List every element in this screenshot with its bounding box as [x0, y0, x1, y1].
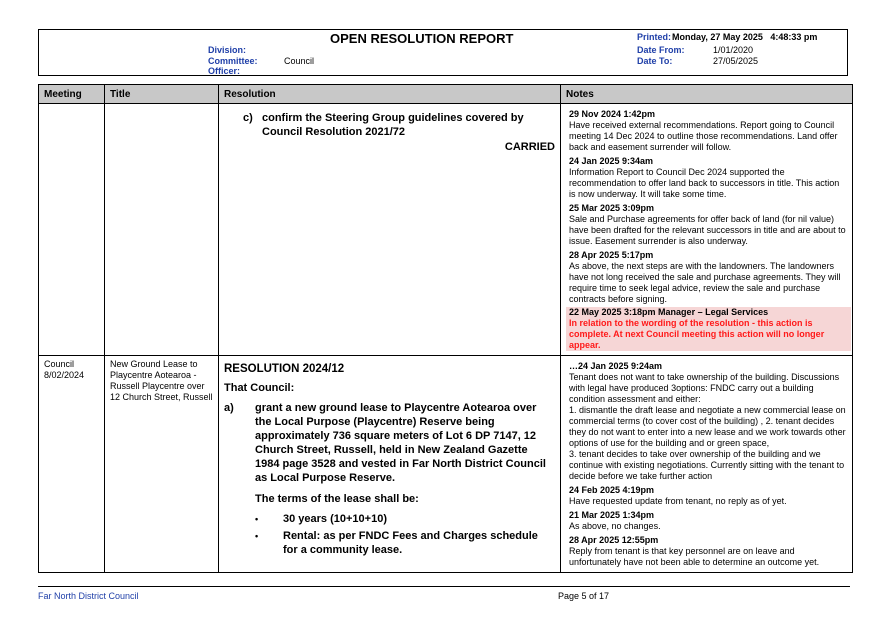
footer-divider	[38, 586, 850, 587]
note-text: 1. dismantle the draft lease and negotiate a new commercial lease on commercial terms (to cover cost of the building) , 2. tenant decides they do not want to enter into a new lease and we work towards other options of use for the building and or green space,	[569, 405, 846, 448]
committee-label: Committee:	[208, 56, 258, 66]
col-header-meeting: Meeting	[39, 85, 105, 104]
highlighted-note	[566, 307, 851, 351]
note-text: Reply from tenant is that key personnel are on leave and unfortunately have not been able to determine an outcome yet.	[569, 546, 820, 567]
note-timestamp: 24 Jan 2025 9:34am	[569, 156, 654, 166]
resolution-cell	[219, 104, 561, 356]
date-to-value: 27/05/2025	[713, 56, 759, 66]
note-timestamp: 24 Feb 2025 4:19pm	[569, 485, 655, 495]
carried-status: CARRIED	[504, 141, 555, 153]
report-title: OPEN RESOLUTION REPORT	[330, 31, 514, 46]
committee-value: Council	[284, 56, 315, 66]
col-header-notes: Notes	[561, 85, 853, 104]
note-text: Tenant does not want to take ownership of the building. Discussions with legal have produced 3options: FNDC carry out a building condition assessment and either:	[569, 372, 840, 404]
title-cell	[105, 104, 219, 356]
division-label: Division:	[208, 45, 247, 55]
resolution-item-marker: c)	[243, 112, 253, 124]
officer-label: Officer:	[208, 66, 241, 76]
note-text-alert: In relation to the wording of the resolution - this action is complete. At next Council meeting this action will no longer appear.	[569, 318, 825, 350]
col-header-resolution: Resolution	[219, 85, 561, 104]
note-text: Sale and Purchase agreements for offer back of land (for nil value) have been drafted for the relevant successors in title and are about to issue. Easement surrender is also underway.	[569, 214, 846, 246]
lease-terms-heading: The terms of the lease shall be:	[255, 493, 419, 505]
bullet: •	[255, 531, 259, 541]
title-value: New Ground Lease to Playcentre Aotearoa - Russell Playcentre over 12 Church Street, Russell	[110, 359, 213, 402]
notes-cell	[561, 356, 853, 573]
printed-label: Printed:	[637, 32, 672, 42]
list-item	[255, 512, 555, 526]
note-text: As above, no changes.	[569, 521, 661, 531]
meeting-cell	[39, 104, 105, 356]
resolution-item-text: grant a new ground lease to Playcentre Aotearoa over the Local Purpose (Playcentre) Reserve being approximately 736 square meters of Lot 6 DP 7147, 12 Church Street, Russell, held in New Zealand Gazette 1984 page 3528 and vested in Far North District Council as Local Purpose Reserve.	[255, 402, 546, 484]
resolutions-table	[38, 84, 853, 573]
date-to-label: Date To:	[637, 56, 673, 66]
resolution-item-text: confirm the Steering Group guidelines covered by Council Resolution 2021/72	[262, 112, 524, 138]
resolution-cell	[219, 356, 561, 573]
meeting-cell	[39, 356, 105, 573]
notes-cell	[561, 104, 853, 356]
list-item-text: 30 years (10+10+10)	[283, 513, 387, 525]
bullet: •	[255, 514, 259, 524]
table-header-row	[39, 85, 853, 104]
note-timestamp: 22 May 2025 3:18pm Manager – Legal Services	[569, 307, 769, 317]
table-row	[39, 356, 853, 573]
printed-value: Monday, 27 May 2025 4:48:33 pm	[672, 32, 818, 42]
title-cell	[105, 356, 219, 573]
col-header-title: Title	[105, 85, 219, 104]
note-timestamp: …24 Jan 2025 9:24am	[569, 361, 663, 371]
list-item	[255, 529, 555, 557]
note-text: Have received external recommendations. Report going to Council meeting 14 Dec 2024 to outline those recommendations. Land offer back and easement surrender will follow.	[569, 120, 838, 152]
resolution-item-marker: a)	[224, 402, 234, 414]
list-item-text: Rental: as per FNDC Fees and Charges schedule for a community lease.	[283, 530, 538, 556]
note-text: Information Report to Council Dec 2024 supported the recommendation to offer land back to successors in title. This action is now underway. It will take some time.	[569, 167, 840, 199]
date-from-value: 1/01/2020	[713, 45, 754, 55]
date-from-label: Date From:	[637, 45, 685, 55]
lease-terms-list	[255, 512, 555, 557]
table-row	[39, 104, 853, 356]
note-text: Have requested update from tenant, no reply as of yet.	[569, 496, 787, 506]
footer-page-number: Page 5 of 17	[558, 591, 610, 601]
footer-org: Far North District Council	[38, 591, 139, 601]
note-timestamp: 21 Mar 2025 1:34pm	[569, 510, 655, 520]
note-timestamp: 28 Apr 2025 5:17pm	[569, 250, 654, 260]
note-text: 3. tenant decides to take over ownership of the building and we continue with existing negotiations. Currently sitting with the tenant to decide before we take further action	[569, 449, 845, 481]
note-timestamp: 29 Nov 2024 1:42pm	[569, 109, 656, 119]
meeting-value: Council 8/02/2024	[44, 359, 85, 380]
note-text: As above, the next steps are with the landowners. The landowners have not long received the sale and purchase agreements. They will require time to seek legal advice, review the sale and purchase contracts before signing.	[569, 261, 841, 304]
note-timestamp: 28 Apr 2025 12:55pm	[569, 535, 659, 545]
resolution-heading: RESOLUTION 2024/12	[224, 363, 345, 375]
note-timestamp: 25 Mar 2025 3:09pm	[569, 203, 655, 213]
resolution-intro: That Council:	[224, 382, 295, 394]
